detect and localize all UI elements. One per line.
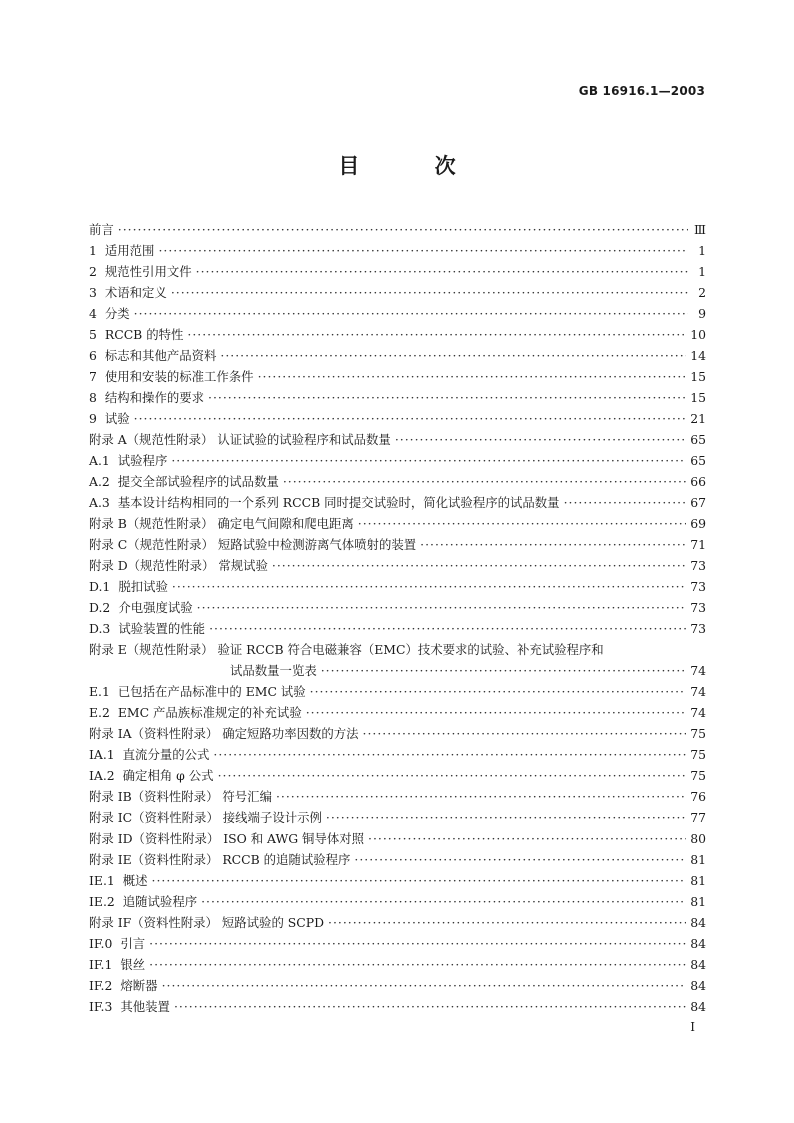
toc-entry-page: 67 — [690, 495, 706, 510]
toc-entry-title: 介电强度试验 — [118, 600, 193, 615]
toc-entry[interactable] — [89, 723, 706, 744]
toc-entry[interactable] — [89, 408, 706, 429]
toc-entry-page: 77 — [690, 810, 706, 825]
toc-entry-page: 81 — [690, 852, 706, 867]
dot-leader — [283, 471, 686, 492]
toc-entry-number: 5 — [89, 327, 97, 342]
toc-entry-page: 74 — [690, 684, 706, 699]
toc-entry-title: 附录 IE（资料性附录） RCCB 的追随试验程序 — [89, 852, 351, 867]
toc-entry-page: 10 — [690, 327, 706, 342]
dot-leader — [196, 261, 688, 282]
toc-entry-title: 附录 B（规范性附录） 确定电气间隙和爬电距离 — [89, 516, 354, 531]
dot-leader — [197, 597, 687, 618]
toc-entry-title: 脱扣试验 — [118, 579, 168, 594]
toc-entry-number: IF.0 — [89, 936, 113, 951]
toc-entry-title: RCCB 的特性 — [104, 327, 184, 342]
toc-entry-page: 74 — [690, 705, 706, 720]
toc-entry-number: 9 — [89, 411, 97, 426]
toc-entry[interactable] — [89, 513, 706, 534]
toc-entry[interactable] — [89, 765, 706, 786]
toc-entry-title: 结构和操作的要求 — [104, 390, 205, 405]
dot-leader — [158, 240, 688, 261]
dot-leader — [258, 366, 687, 387]
dot-leader — [272, 555, 686, 576]
toc-entry[interactable] — [89, 891, 706, 912]
toc-entry[interactable] — [89, 450, 706, 471]
dot-leader — [420, 534, 686, 555]
toc-entry-page: 14 — [690, 348, 706, 363]
toc-entry-page: 84 — [690, 999, 706, 1014]
dot-leader — [208, 387, 686, 408]
toc-entry-number: 1 — [89, 243, 97, 258]
toc-entry[interactable] — [89, 324, 706, 345]
page-title: 目 次 — [338, 154, 490, 178]
toc-entry-number: 8 — [89, 390, 97, 405]
toc-entry[interactable] — [89, 786, 706, 807]
toc-entry-title: 概述 — [122, 873, 148, 888]
toc-entry-page: 84 — [690, 915, 706, 930]
toc-entry[interactable] — [89, 744, 706, 765]
toc-entry-number: IA.1 — [89, 747, 115, 762]
toc-entry-page: 80 — [690, 831, 706, 846]
toc-entry-number: IF.3 — [89, 999, 113, 1014]
toc-entry-page: 15 — [690, 390, 706, 405]
toc-entry-title: 熔断器 — [120, 978, 158, 993]
dot-leader — [152, 870, 687, 891]
toc-entry-title: 附录 IF（资料性附录） 短路试验的 SCPD — [89, 915, 325, 930]
toc-entry[interactable] — [89, 345, 706, 366]
toc-entry[interactable] — [89, 492, 706, 513]
dot-leader — [149, 954, 686, 975]
table-of-contents — [89, 219, 706, 1017]
toc-entry-title: 规范性引用文件 — [104, 264, 192, 279]
toc-entry-page: 75 — [690, 768, 706, 783]
dot-leader — [276, 786, 686, 807]
toc-entry-title: 前言 — [89, 222, 114, 237]
toc-entry-title: 其他装置 — [120, 999, 170, 1014]
toc-entry-title: 附录 IC（资料性附录） 接线端子设计示例 — [89, 810, 322, 825]
standard-code: GB 16916.1—2003 — [578, 84, 705, 98]
toc-entry[interactable] — [89, 933, 706, 954]
toc-entry-number: D.2 — [89, 600, 111, 615]
toc-entry-title: 追随试验程序 — [122, 894, 198, 909]
toc-entry-title: 银丝 — [120, 957, 146, 972]
dot-leader — [134, 303, 688, 324]
toc-entry-number: 6 — [89, 348, 97, 363]
toc-entry-number: 3 — [89, 285, 97, 300]
toc-entry-page: 73 — [690, 558, 706, 573]
toc-entry-title: 直流分量的公式 — [122, 747, 210, 762]
toc-entry-page: 73 — [690, 579, 706, 594]
dot-leader — [187, 324, 686, 345]
toc-entry-number: D.3 — [89, 621, 111, 636]
toc-entry-number: A.2 — [89, 474, 110, 489]
toc-entry-number: A.1 — [89, 453, 110, 468]
toc-entry-title: 附录 IA（资料性附录） 确定短路功率因数的方法 — [89, 726, 359, 741]
toc-entry-title: 附录 D（规范性附录） 常规试验 — [89, 558, 268, 573]
toc-entry-page: 65 — [690, 453, 706, 468]
toc-entry[interactable] — [89, 870, 706, 891]
dot-leader — [395, 429, 686, 450]
toc-entry-number: D.1 — [89, 579, 111, 594]
dot-leader — [306, 702, 687, 723]
toc-entry-page: 9 — [698, 306, 706, 321]
page-number: I — [690, 1020, 695, 1034]
toc-entry-page: 73 — [690, 621, 706, 636]
toc-entry[interactable] — [89, 996, 706, 1017]
toc-entry-number: IF.2 — [89, 978, 113, 993]
dot-leader — [328, 912, 686, 933]
toc-entry-title: 试验程序 — [117, 453, 168, 468]
toc-entry[interactable] — [89, 597, 706, 618]
toc-entry[interactable] — [89, 849, 706, 870]
toc-entry-title: 适用范围 — [104, 243, 155, 258]
toc-entry-title-continued: 试品数量一览表 — [230, 663, 317, 678]
dot-leader — [220, 345, 686, 366]
dot-leader — [321, 660, 686, 681]
toc-entry-title: 基本设计结构相同的一个系列 RCCB 同时提交试验时，简化试验程序的试品数量 — [117, 495, 560, 510]
toc-entry-page: 81 — [690, 894, 706, 909]
toc-entry[interactable] — [89, 618, 706, 639]
toc-entry-page: 71 — [690, 537, 706, 552]
toc-entry[interactable] — [89, 261, 706, 282]
dot-leader — [118, 219, 688, 240]
dot-leader — [213, 744, 686, 765]
toc-entry[interactable] — [89, 954, 706, 975]
toc-entry[interactable] — [89, 366, 706, 387]
dot-leader — [354, 849, 686, 870]
toc-entry[interactable] — [89, 681, 706, 702]
dot-leader — [326, 807, 686, 828]
toc-entry-page: 81 — [690, 873, 706, 888]
toc-entry[interactable] — [89, 555, 706, 576]
dot-leader — [363, 723, 687, 744]
toc-entry-title: 标志和其他产品资料 — [104, 348, 217, 363]
dot-leader — [149, 933, 686, 954]
dot-leader — [171, 450, 686, 471]
dot-leader — [201, 891, 686, 912]
toc-entry-title: EMC 产品族标准规定的补充试验 — [117, 705, 302, 720]
toc-entry-page: 15 — [690, 369, 706, 384]
toc-entry-number: IE.1 — [89, 873, 115, 888]
toc-entry-title: 分类 — [104, 306, 130, 321]
toc-entry-number: 4 — [89, 306, 97, 321]
toc-entry-title: 附录 E（规范性附录） 验证 RCCB 符合电磁兼容（EMC）技术要求的试验、补充试验程序和 — [89, 642, 604, 657]
dot-leader — [368, 828, 686, 849]
toc-entry-page: 84 — [690, 936, 706, 951]
toc-entry-title: 试验装置的性能 — [118, 621, 206, 636]
toc-entry-page: 73 — [690, 600, 706, 615]
toc-entry[interactable] — [89, 975, 706, 996]
toc-entry[interactable] — [89, 429, 706, 450]
toc-entry-page: 75 — [690, 726, 706, 741]
toc-entry[interactable] — [89, 471, 706, 492]
toc-entry-page: 2 — [698, 285, 706, 300]
toc-entry-page: 21 — [690, 411, 706, 426]
toc-entry-number: IE.2 — [89, 894, 115, 909]
dot-leader — [162, 975, 687, 996]
dot-leader — [209, 618, 686, 639]
toc-entry-title: 确定相角 φ 公式 — [122, 768, 214, 783]
toc-entry-number: 2 — [89, 264, 97, 279]
toc-entry-number: IF.1 — [89, 957, 113, 972]
toc-entry-page: 69 — [690, 516, 706, 531]
toc-entry[interactable] — [89, 303, 706, 324]
toc-entry[interactable] — [89, 828, 706, 849]
toc-entry[interactable] — [89, 240, 706, 261]
toc-entry-page: 65 — [690, 432, 706, 447]
dot-leader — [174, 996, 686, 1017]
toc-entry-title: 引言 — [120, 936, 146, 951]
toc-entry-page: Ⅲ — [694, 222, 706, 237]
toc-entry[interactable] — [89, 912, 706, 933]
toc-entry-title: 使用和安装的标准工作条件 — [104, 369, 254, 384]
dot-leader — [134, 408, 687, 429]
toc-entry-title: 附录 A（规范性附录） 认证试验的试验程序和试品数量 — [89, 432, 391, 447]
toc-entry-number: 7 — [89, 369, 97, 384]
toc-entry-number: IA.2 — [89, 768, 115, 783]
dot-leader — [218, 765, 687, 786]
toc-entry-title: 术语和定义 — [104, 285, 167, 300]
toc-entry-page: 84 — [690, 957, 706, 972]
toc-entry-page: 84 — [690, 978, 706, 993]
toc-entry-number: E.2 — [89, 705, 110, 720]
toc-entry-page: 1 — [698, 264, 706, 279]
toc-entry-title: 已包括在产品标准中的 EMC 试验 — [117, 684, 306, 699]
dot-leader — [172, 576, 686, 597]
toc-entry-title: 附录 IB（资料性附录） 符号汇编 — [89, 789, 272, 804]
toc-entry-title: 试验 — [104, 411, 130, 426]
toc-entry[interactable] — [89, 282, 706, 303]
toc-entry-page: 74 — [690, 663, 706, 678]
toc-entry-page: 76 — [690, 789, 706, 804]
toc-entry-title: 提交全部试验程序的试品数量 — [117, 474, 279, 489]
toc-entry-page: 75 — [690, 747, 706, 762]
toc-entry-title: 附录 C（规范性附录） 短路试验中检测游离气体喷射的装置 — [89, 537, 417, 552]
toc-entry[interactable] — [89, 219, 706, 240]
toc-entry-title: 附录 ID（资料性附录） ISO 和 AWG 铜导体对照 — [89, 831, 365, 846]
toc-entry[interactable] — [89, 387, 706, 408]
toc-entry[interactable] — [89, 534, 706, 555]
dot-leader — [171, 282, 688, 303]
toc-entry[interactable] — [89, 807, 706, 828]
toc-entry[interactable] — [89, 576, 706, 597]
dot-leader — [310, 681, 687, 702]
dot-leader — [358, 513, 686, 534]
toc-entry-number: E.1 — [89, 684, 110, 699]
toc-entry-page: 1 — [698, 243, 706, 258]
toc-entry-page: 66 — [690, 474, 706, 489]
dot-leader — [564, 492, 687, 513]
toc-entry[interactable] — [89, 639, 706, 681]
toc-entry-number: A.3 — [89, 495, 110, 510]
toc-entry[interactable] — [89, 702, 706, 723]
